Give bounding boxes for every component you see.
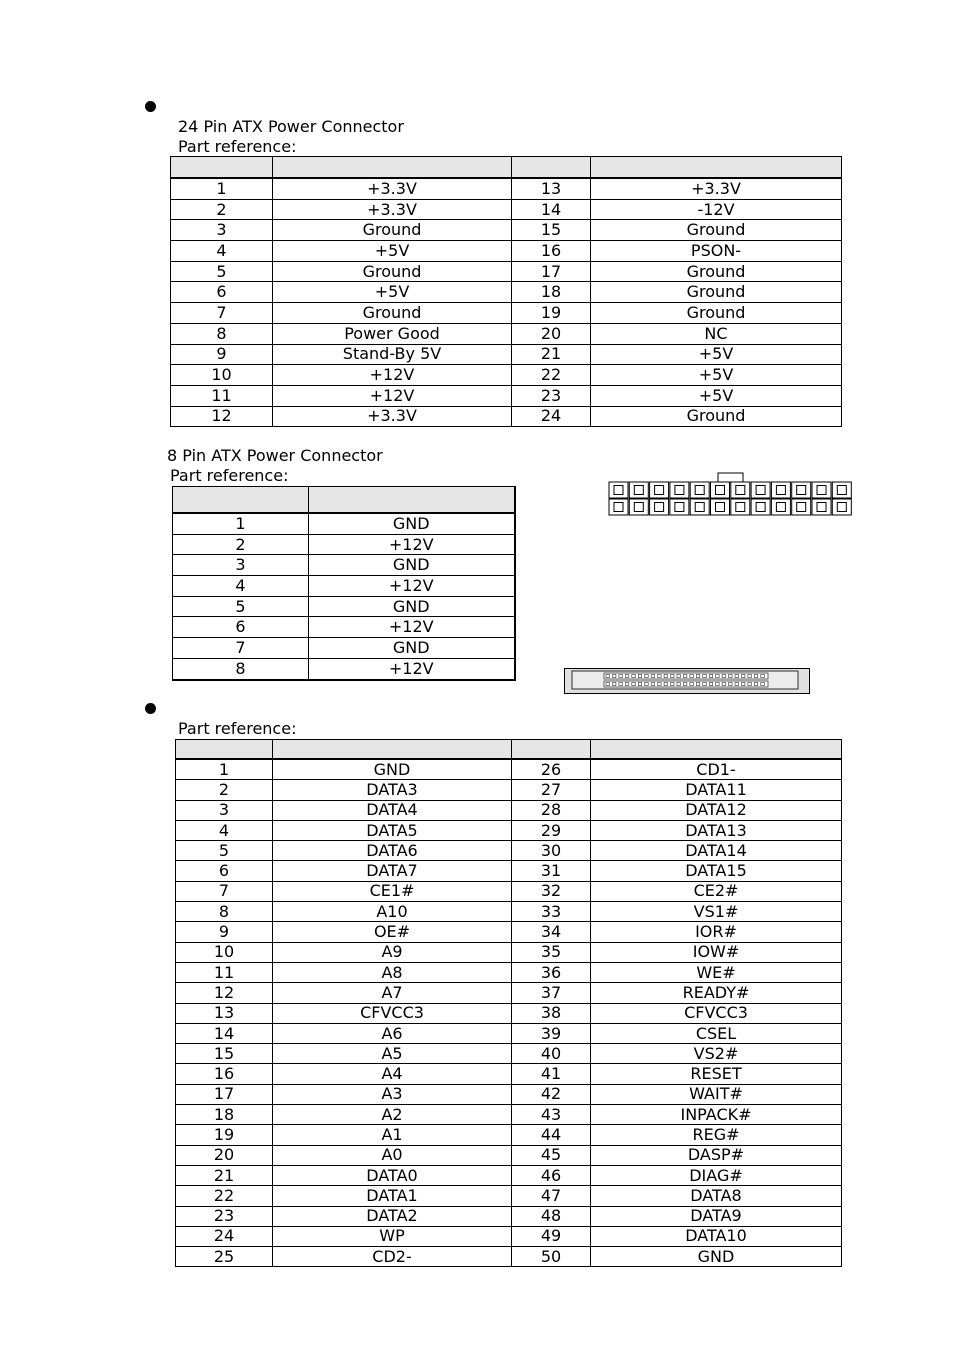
signal-name-cell: CFVCC3 — [591, 1003, 842, 1023]
signal-name-cell: DATA1 — [273, 1186, 512, 1206]
cf-part-reference: Part reference: — [178, 719, 297, 738]
connector-pin — [650, 499, 669, 515]
connector-pin — [690, 499, 709, 515]
connector-pin-contact — [736, 486, 745, 495]
connector-pin-contact — [614, 486, 623, 495]
connector-pin-contact — [716, 503, 725, 512]
signal-name-cell: RESET — [591, 1064, 842, 1084]
table-row — [173, 658, 515, 679]
signal-name-cell: Ground — [273, 261, 512, 282]
pin-number-cell: 4 — [173, 576, 309, 597]
atx-24pin-connector-diagram — [608, 472, 854, 518]
connector-pin — [751, 499, 770, 515]
pin-number-cell: 14 — [176, 1023, 273, 1043]
signal-name-cell: VS1# — [591, 902, 842, 922]
signal-name-cell: GND — [273, 759, 512, 780]
pin-number-cell: 7 — [176, 881, 273, 901]
pin-number-cell: 44 — [512, 1125, 591, 1145]
pin-number-cell: 36 — [512, 962, 591, 982]
signal-name-cell: OE# — [273, 922, 512, 942]
table-row — [173, 617, 515, 638]
pin-number-cell: 4 — [176, 820, 273, 840]
signal-name-cell: DATA13 — [591, 820, 842, 840]
table-row — [173, 555, 515, 576]
table-row — [176, 1105, 842, 1125]
table-header-row — [173, 487, 515, 514]
pin-number-cell: 2 — [176, 780, 273, 800]
connector-pin-contact — [716, 486, 725, 495]
pin-number-cell: 14 — [512, 199, 591, 220]
pin-number-cell: 26 — [512, 759, 591, 780]
connector-pin-contact — [614, 503, 623, 512]
pin-number-cell: 49 — [512, 1226, 591, 1246]
pin-number-cell: 22 — [512, 365, 591, 386]
signal-name-cell: DATA10 — [591, 1226, 842, 1246]
connector-pin — [731, 482, 750, 498]
signal-name-cell: Ground — [273, 220, 512, 241]
table-row — [176, 800, 842, 820]
signal-name-cell: DATA0 — [273, 1165, 512, 1185]
pin-number-cell: 6 — [171, 282, 273, 303]
table-row — [176, 902, 842, 922]
connector-pin — [629, 482, 648, 498]
connector-pin — [711, 499, 730, 515]
connector-pin-contact — [756, 486, 765, 495]
pin-number-cell: 34 — [512, 922, 591, 942]
signal-name-cell: A5 — [273, 1044, 512, 1064]
connector-pin — [771, 482, 790, 498]
signal-name-cell: DATA8 — [591, 1186, 842, 1206]
table-row — [171, 220, 842, 241]
header-cell — [309, 487, 515, 514]
table-row — [171, 261, 842, 282]
pin-number-cell: 18 — [512, 282, 591, 303]
pin-number-cell: 48 — [512, 1206, 591, 1226]
signal-name-cell: A4 — [273, 1064, 512, 1084]
table-row — [171, 241, 842, 262]
pin-number-cell: 5 — [176, 841, 273, 861]
signal-name-cell: IOR# — [591, 922, 842, 942]
connector-pin — [731, 499, 750, 515]
atx-8pin-table — [172, 486, 516, 681]
pin-number-cell: 29 — [512, 820, 591, 840]
signal-name-cell: A8 — [273, 962, 512, 982]
pin-number-cell: 35 — [512, 942, 591, 962]
connector-pin-contact — [797, 503, 806, 512]
signal-name-cell: DATA9 — [591, 1206, 842, 1226]
signal-name-cell: DATA14 — [591, 841, 842, 861]
table-row — [176, 962, 842, 982]
signal-name-cell: +12V — [273, 385, 512, 406]
eight-pin-title: 8 Pin ATX Power Connector — [167, 446, 383, 465]
table-row — [171, 365, 842, 386]
table-row — [176, 841, 842, 861]
signal-name-cell: GND — [309, 513, 515, 534]
pin-number-cell: 40 — [512, 1044, 591, 1064]
signal-name-cell: DATA12 — [591, 800, 842, 820]
connector-pin-contact — [837, 486, 846, 495]
signal-name-cell: +5V — [591, 385, 842, 406]
pin-number-cell: 17 — [176, 1084, 273, 1104]
pin-number-cell: 6 — [173, 617, 309, 638]
header-cell — [512, 740, 591, 760]
header-cell — [273, 157, 512, 179]
connector-pin — [771, 499, 790, 515]
table-row — [176, 1145, 842, 1165]
connector-pin — [832, 482, 851, 498]
connector-pin-contact — [695, 503, 704, 512]
signal-name-cell: VS2# — [591, 1044, 842, 1064]
signal-name-cell: -12V — [591, 199, 842, 220]
table-row — [173, 596, 515, 617]
signal-name-cell: DIAG# — [591, 1165, 842, 1185]
pin-number-cell: 13 — [176, 1003, 273, 1023]
signal-name-cell: GND — [309, 555, 515, 576]
signal-name-cell: +12V — [309, 617, 515, 638]
pin-number-cell: 47 — [512, 1186, 591, 1206]
pin-number-cell: 10 — [171, 365, 273, 386]
pin-number-cell: 1 — [171, 178, 273, 199]
table-row — [171, 199, 842, 220]
connector-pin — [812, 482, 831, 498]
signal-name-cell: Ground — [591, 220, 842, 241]
pin-number-cell: 28 — [512, 800, 591, 820]
header-cell — [176, 740, 273, 760]
pin-number-cell: 42 — [512, 1084, 591, 1104]
connector-pin-contact — [837, 503, 846, 512]
pin-number-cell: 45 — [512, 1145, 591, 1165]
pin-number-cell: 15 — [512, 220, 591, 241]
connector-pin — [812, 499, 831, 515]
signal-name-cell: INPACK# — [591, 1105, 842, 1125]
pin-number-cell: 21 — [512, 344, 591, 365]
signal-name-cell: +3.3V — [591, 178, 842, 199]
connector-pin — [792, 499, 811, 515]
table-row — [173, 576, 515, 597]
table-row — [176, 983, 842, 1003]
signal-name-cell: Ground — [591, 261, 842, 282]
pin-number-cell: 23 — [512, 385, 591, 406]
signal-name-cell: WAIT# — [591, 1084, 842, 1104]
table-header-row — [171, 157, 842, 179]
signal-name-cell: WE# — [591, 962, 842, 982]
signal-name-cell: +3.3V — [273, 178, 512, 199]
pin-number-cell: 7 — [173, 638, 309, 659]
table-row — [176, 922, 842, 942]
pin-number-cell: 1 — [173, 513, 309, 534]
signal-name-cell: GND — [309, 638, 515, 659]
pin-number-cell: 17 — [512, 261, 591, 282]
connector-pin — [609, 499, 628, 515]
table-row — [171, 344, 842, 365]
signal-name-cell: +12V — [309, 534, 515, 555]
table-row — [176, 1003, 842, 1023]
pin-number-cell: 5 — [171, 261, 273, 282]
signal-name-cell: DATA15 — [591, 861, 842, 881]
pin-number-cell: 4 — [171, 241, 273, 262]
bullet-cf — [145, 703, 156, 714]
signal-name-cell: +3.3V — [273, 406, 512, 427]
pin-number-cell: 9 — [171, 344, 273, 365]
atx-8pin-body — [173, 513, 515, 680]
connector-pin-contact — [817, 486, 826, 495]
signal-name-cell: GND — [309, 596, 515, 617]
table-header-row — [176, 740, 842, 760]
table-row — [173, 638, 515, 659]
bullet-atx — [145, 101, 156, 112]
header-cell — [273, 740, 512, 760]
signal-name-cell: CD1- — [591, 759, 842, 780]
atx-24pin-body — [171, 178, 842, 427]
pin-number-cell: 27 — [512, 780, 591, 800]
connector-pin — [670, 499, 689, 515]
connector-pin — [609, 482, 628, 498]
pin-number-cell: 16 — [512, 241, 591, 262]
pin-number-cell: 11 — [171, 385, 273, 406]
pin-number-cell: 19 — [512, 303, 591, 324]
table-row — [176, 1186, 842, 1206]
signal-name-cell: CFVCC3 — [273, 1003, 512, 1023]
signal-name-cell: A6 — [273, 1023, 512, 1043]
connector-pin — [832, 499, 851, 515]
pin-number-cell: 41 — [512, 1064, 591, 1084]
eight-pin-part-reference: Part reference: — [170, 466, 289, 485]
connector-pin — [690, 482, 709, 498]
header-cell — [591, 157, 842, 179]
signal-name-cell: DATA7 — [273, 861, 512, 881]
signal-name-cell: DATA5 — [273, 820, 512, 840]
table-row — [171, 323, 842, 344]
signal-name-cell: READY# — [591, 983, 842, 1003]
connector-pin-contact — [655, 486, 664, 495]
connector-pin-contact — [776, 503, 785, 512]
pin-number-cell: 23 — [176, 1206, 273, 1226]
signal-name-cell: Stand-By 5V — [273, 344, 512, 365]
table-row — [176, 759, 842, 780]
signal-name-cell: A9 — [273, 942, 512, 962]
connector-pin — [629, 499, 648, 515]
signal-name-cell: CE1# — [273, 881, 512, 901]
table-row — [176, 1064, 842, 1084]
signal-name-cell: Ground — [591, 282, 842, 303]
cf-50pin-body — [176, 759, 842, 1267]
pin-number-cell: 15 — [176, 1044, 273, 1064]
signal-name-cell: +5V — [591, 365, 842, 386]
pin-number-cell: 3 — [171, 220, 273, 241]
pin-number-cell: 24 — [176, 1226, 273, 1246]
pin-number-cell: 5 — [173, 596, 309, 617]
pin-number-cell: 8 — [176, 902, 273, 922]
pin-number-cell: 12 — [171, 406, 273, 427]
table-row — [176, 1044, 842, 1064]
pin-number-cell: 1 — [176, 759, 273, 780]
pin-number-cell: 22 — [176, 1186, 273, 1206]
connector-pin-contact — [797, 486, 806, 495]
signal-name-cell: DATA3 — [273, 780, 512, 800]
header-cell — [171, 157, 273, 179]
header-cell — [591, 740, 842, 760]
atx-24pin-table — [170, 156, 842, 427]
signal-name-cell: DATA4 — [273, 800, 512, 820]
signal-name-cell: Ground — [591, 406, 842, 427]
signal-name-cell: A1 — [273, 1125, 512, 1145]
table-row — [176, 1023, 842, 1043]
pin-number-cell: 43 — [512, 1105, 591, 1125]
pin-number-cell: 38 — [512, 1003, 591, 1023]
table-row — [176, 1206, 842, 1226]
cf-connector-diagram — [564, 668, 810, 695]
connector-pin — [670, 482, 689, 498]
connector-pin — [650, 482, 669, 498]
pin-number-cell: 24 — [512, 406, 591, 427]
signal-name-cell: Ground — [273, 303, 512, 324]
pin-number-cell: 37 — [512, 983, 591, 1003]
pin-number-cell: 21 — [176, 1165, 273, 1185]
connector-pin — [751, 482, 770, 498]
pin-number-cell: 33 — [512, 902, 591, 922]
atx-title: 24 Pin ATX Power Connector — [178, 117, 404, 136]
signal-name-cell: A3 — [273, 1084, 512, 1104]
signal-name-cell: WP — [273, 1226, 512, 1246]
connector-pin-contact — [817, 503, 826, 512]
table-row — [171, 385, 842, 406]
signal-name-cell: IOW# — [591, 942, 842, 962]
signal-name-cell: A0 — [273, 1145, 512, 1165]
pin-number-cell: 8 — [173, 658, 309, 679]
table-row — [176, 1247, 842, 1267]
table-row — [176, 861, 842, 881]
pin-number-cell: 3 — [173, 555, 309, 576]
connector-pin-contact — [675, 503, 684, 512]
pin-number-cell: 3 — [176, 800, 273, 820]
table-row — [171, 178, 842, 199]
signal-name-cell: DATA2 — [273, 1206, 512, 1226]
pin-number-cell: 39 — [512, 1023, 591, 1043]
signal-name-cell: +5V — [591, 344, 842, 365]
pin-number-cell: 50 — [512, 1247, 591, 1267]
signal-name-cell: A10 — [273, 902, 512, 922]
pin-number-cell: 20 — [512, 323, 591, 344]
connector-pin-contact — [634, 486, 643, 495]
table-row — [171, 303, 842, 324]
signal-name-cell: +12V — [309, 658, 515, 679]
signal-name-cell: DASP# — [591, 1145, 842, 1165]
pin-number-cell: 18 — [176, 1105, 273, 1125]
pin-number-cell: 19 — [176, 1125, 273, 1145]
signal-name-cell: A2 — [273, 1105, 512, 1125]
connector-pin-contact — [776, 486, 785, 495]
signal-name-cell: A7 — [273, 983, 512, 1003]
cf-50pin-table — [175, 739, 842, 1267]
signal-name-cell: Power Good — [273, 323, 512, 344]
signal-name-cell: +5V — [273, 241, 512, 262]
pin-number-cell: 9 — [176, 922, 273, 942]
header-cell — [512, 157, 591, 179]
pin-number-cell: 13 — [512, 178, 591, 199]
table-row — [171, 406, 842, 427]
pin-number-cell: 6 — [176, 861, 273, 881]
table-row — [176, 780, 842, 800]
header-cell — [173, 487, 309, 514]
signal-name-cell: NC — [591, 323, 842, 344]
table-row — [171, 282, 842, 303]
table-row — [176, 1084, 842, 1104]
pin-number-cell: 20 — [176, 1145, 273, 1165]
atx-part-reference: Part reference: — [178, 137, 297, 156]
connector-pin-contact — [655, 503, 664, 512]
pin-number-cell: 2 — [171, 199, 273, 220]
table-row — [173, 513, 515, 534]
pin-number-cell: 2 — [173, 534, 309, 555]
pin-number-cell: 30 — [512, 841, 591, 861]
table-row — [176, 820, 842, 840]
pin-number-cell: 10 — [176, 942, 273, 962]
pin-number-cell: 16 — [176, 1064, 273, 1084]
table-row — [176, 1226, 842, 1246]
table-row — [176, 1165, 842, 1185]
pin-number-cell: 11 — [176, 962, 273, 982]
signal-name-cell: CSEL — [591, 1023, 842, 1043]
connector-pin — [711, 482, 730, 498]
connector-pin-contact — [634, 503, 643, 512]
signal-name-cell: CE2# — [591, 881, 842, 901]
signal-name-cell: DATA11 — [591, 780, 842, 800]
pin-number-cell: 31 — [512, 861, 591, 881]
signal-name-cell: CD2- — [273, 1247, 512, 1267]
pin-number-cell: 8 — [171, 323, 273, 344]
pin-number-cell: 12 — [176, 983, 273, 1003]
signal-name-cell: GND — [591, 1247, 842, 1267]
signal-name-cell: Ground — [591, 303, 842, 324]
connector-pin-contact — [675, 486, 684, 495]
signal-name-cell: +12V — [309, 576, 515, 597]
signal-name-cell: +5V — [273, 282, 512, 303]
pin-number-cell: 25 — [176, 1247, 273, 1267]
connector-pin-contact — [695, 486, 704, 495]
connector-pin — [792, 482, 811, 498]
pin-number-cell: 46 — [512, 1165, 591, 1185]
table-row — [176, 1125, 842, 1145]
signal-name-cell: +12V — [273, 365, 512, 386]
connector-pin-contact — [756, 503, 765, 512]
signal-name-cell: DATA6 — [273, 841, 512, 861]
table-row — [173, 534, 515, 555]
pin-number-cell: 7 — [171, 303, 273, 324]
signal-name-cell: REG# — [591, 1125, 842, 1145]
table-row — [176, 881, 842, 901]
connector-pin-contact — [736, 503, 745, 512]
pin-number-cell: 32 — [512, 881, 591, 901]
signal-name-cell: PSON- — [591, 241, 842, 262]
table-row — [176, 942, 842, 962]
signal-name-cell: +3.3V — [273, 199, 512, 220]
